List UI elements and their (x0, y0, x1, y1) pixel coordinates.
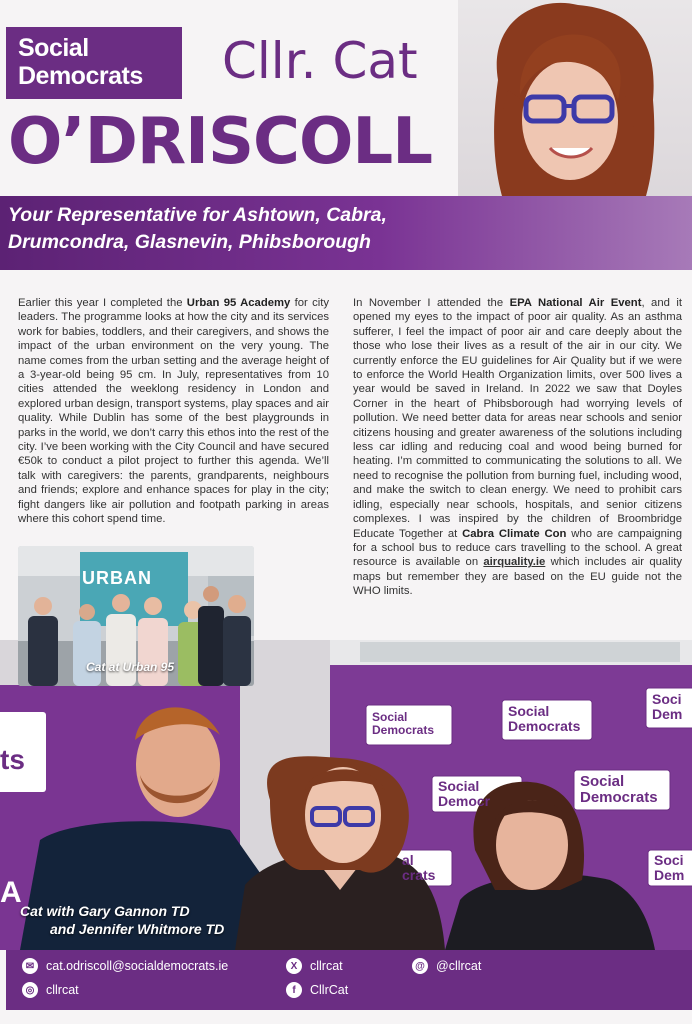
article-left-column (18, 296, 329, 527)
facebook-contact[interactable] (286, 982, 348, 998)
right-text-part: , and it opened my eyes to the impact of poor air quality. As an asthma sufferer, I feel the impact of poor air and care deeply about the those who lose their lives as a result of the air in our city. We currently enforce the EU guidelines for Air Quality but if we were to enforce the World Health Organization limits, over 500 lives a year would be saved in Ireland. In 2022 we saw that Doyles Corner in the heart of Phibsborough had worrying levels of pollution. We need better data for areas near schools and senior citizens housing and greater awareness of the solutions including less car idling and reducing coal and wood being burned for heating. I’m committed to communicating the solutions to all. We need to recognise the pollution from burning fuel, including wood, and make the switch to clean energy. We need to prohibit cars idling, especially near schools, hospitals, and senior citizens complexes. I was inspired by the children of Broombridge Educate Together at (353, 297, 682, 540)
backdrop-logo-text: Democrats (508, 718, 581, 734)
facebook-text[interactable]: CllrCat (310, 983, 349, 997)
tagline-banner (0, 196, 692, 270)
backdrop-logo-text: Soci (652, 691, 682, 707)
threads-text[interactable]: @cllrcat (436, 959, 482, 973)
epa-event-emphasis: EPA National Air Event (509, 297, 642, 309)
title-surname: O’DRISCOLL (8, 105, 432, 179)
backdrop-logo-3 (652, 692, 682, 722)
backdrop-logo-text: Dem (652, 706, 683, 722)
backdrop-logo-text: Social (508, 703, 550, 719)
threads-icon: @ (412, 958, 428, 974)
email-contact[interactable] (22, 958, 228, 974)
tagline-text: Your Representative for Ashtown, Cabra, Drumcondra, Glasnevin, Phibsborough (8, 204, 387, 253)
backdrop-logo-2 (508, 704, 580, 734)
article-right-column (353, 296, 682, 599)
backdrop-logo-5 (580, 774, 658, 806)
backdrop-logo-text: Dem (654, 867, 685, 883)
x-contact[interactable] (286, 958, 343, 974)
backdrop-logo-6 (402, 853, 435, 883)
urban95-photo (18, 546, 254, 686)
urban-screen-text: URBAN (82, 568, 152, 588)
backdrop-logo-text: crats (402, 867, 436, 883)
title-honorific-firstname: Cllr. Cat (222, 32, 418, 90)
backdrop-logo-7 (654, 853, 684, 883)
instagram-text[interactable]: cllrcat (46, 983, 79, 997)
group-photo-caption (20, 902, 224, 938)
caption-line2: and Jennifer Whitmore TD (50, 921, 225, 937)
backdrop-logo-text: Social (438, 778, 480, 794)
caption-line1: Cat with Gary Gannon TD (20, 903, 190, 919)
email-icon: ✉ (22, 958, 38, 974)
left-text-part: for city leaders. The programme looks at how the city and its services work for babies, toddlers, and their caregivers, and shows the impact of the urban environment on the very young. The name comes from the urban setting and the average height of a 3-year-old being 95 cm. In July, representatives from 10 cities attended the weeklong residency in London and explored urban design, transport systems, play spaces and air quality. While Dublin has some of the best playgrounds in parks in the world, we don’t carry this ethos into the rest of the city. I’ve been working with the City Council and have secured €50k to conduct a pilot project to further this agenda. We’ll talk with caregivers: the parents, grandparents, neighbours and friends; explore and enhance spaces for play in the city; fight dangers like air pollution and footpath parking in areas where this cohort spend time. (18, 297, 330, 526)
party-logo-badge (6, 27, 182, 99)
right-text-part: which includes air quality maps but remember they are based on the EU guide not the WHO limits. (353, 556, 682, 598)
backdrop-logo-text: Social (372, 710, 408, 724)
backdrop-partial-a: A (0, 876, 22, 909)
backdrop-logo-text: Social (580, 773, 625, 790)
backdrop-logo-4 (438, 779, 490, 809)
airquality-link[interactable]: airquality.ie (483, 556, 546, 569)
urban95-caption: Cat at Urban 95 (86, 660, 175, 674)
contact-footer (6, 950, 692, 1010)
cabra-climate-con-emphasis: Cabra Climate Con (462, 527, 567, 540)
backdrop-logo-1 (372, 711, 434, 737)
party-name-line2: Democrats (18, 62, 143, 90)
urban95-academy-emphasis: Urban 95 Academy (186, 297, 291, 309)
threads-contact[interactable] (412, 958, 481, 974)
email-text[interactable]: cat.odriscoll@socialdemocrats.ie (46, 959, 229, 973)
backdrop-logo-text: Democr (438, 793, 491, 809)
backdrop-logo-text: Democrats (580, 789, 658, 806)
instagram-contact[interactable] (22, 982, 79, 998)
right-text-part: who are campaigning for a school bus to reduce cars travelling to the school. A great resource is available on (353, 527, 682, 569)
backdrop-logo-text: al (402, 852, 414, 868)
x-icon: X (286, 958, 302, 974)
left-text-part: Earlier this year I completed the (18, 297, 187, 309)
party-name-line1: Social (18, 34, 89, 62)
right-text-part: In November I attended the (353, 297, 510, 309)
backdrop-partial-ts: ts (0, 744, 25, 775)
x-handle-text[interactable]: cllrcat (310, 959, 343, 973)
instagram-icon: ◎ (22, 982, 38, 998)
group-photo (0, 640, 692, 950)
backdrop-logo-text: Soci (654, 852, 684, 868)
facebook-icon: f (286, 982, 302, 998)
backdrop-logo-text: Democrats (372, 723, 435, 737)
